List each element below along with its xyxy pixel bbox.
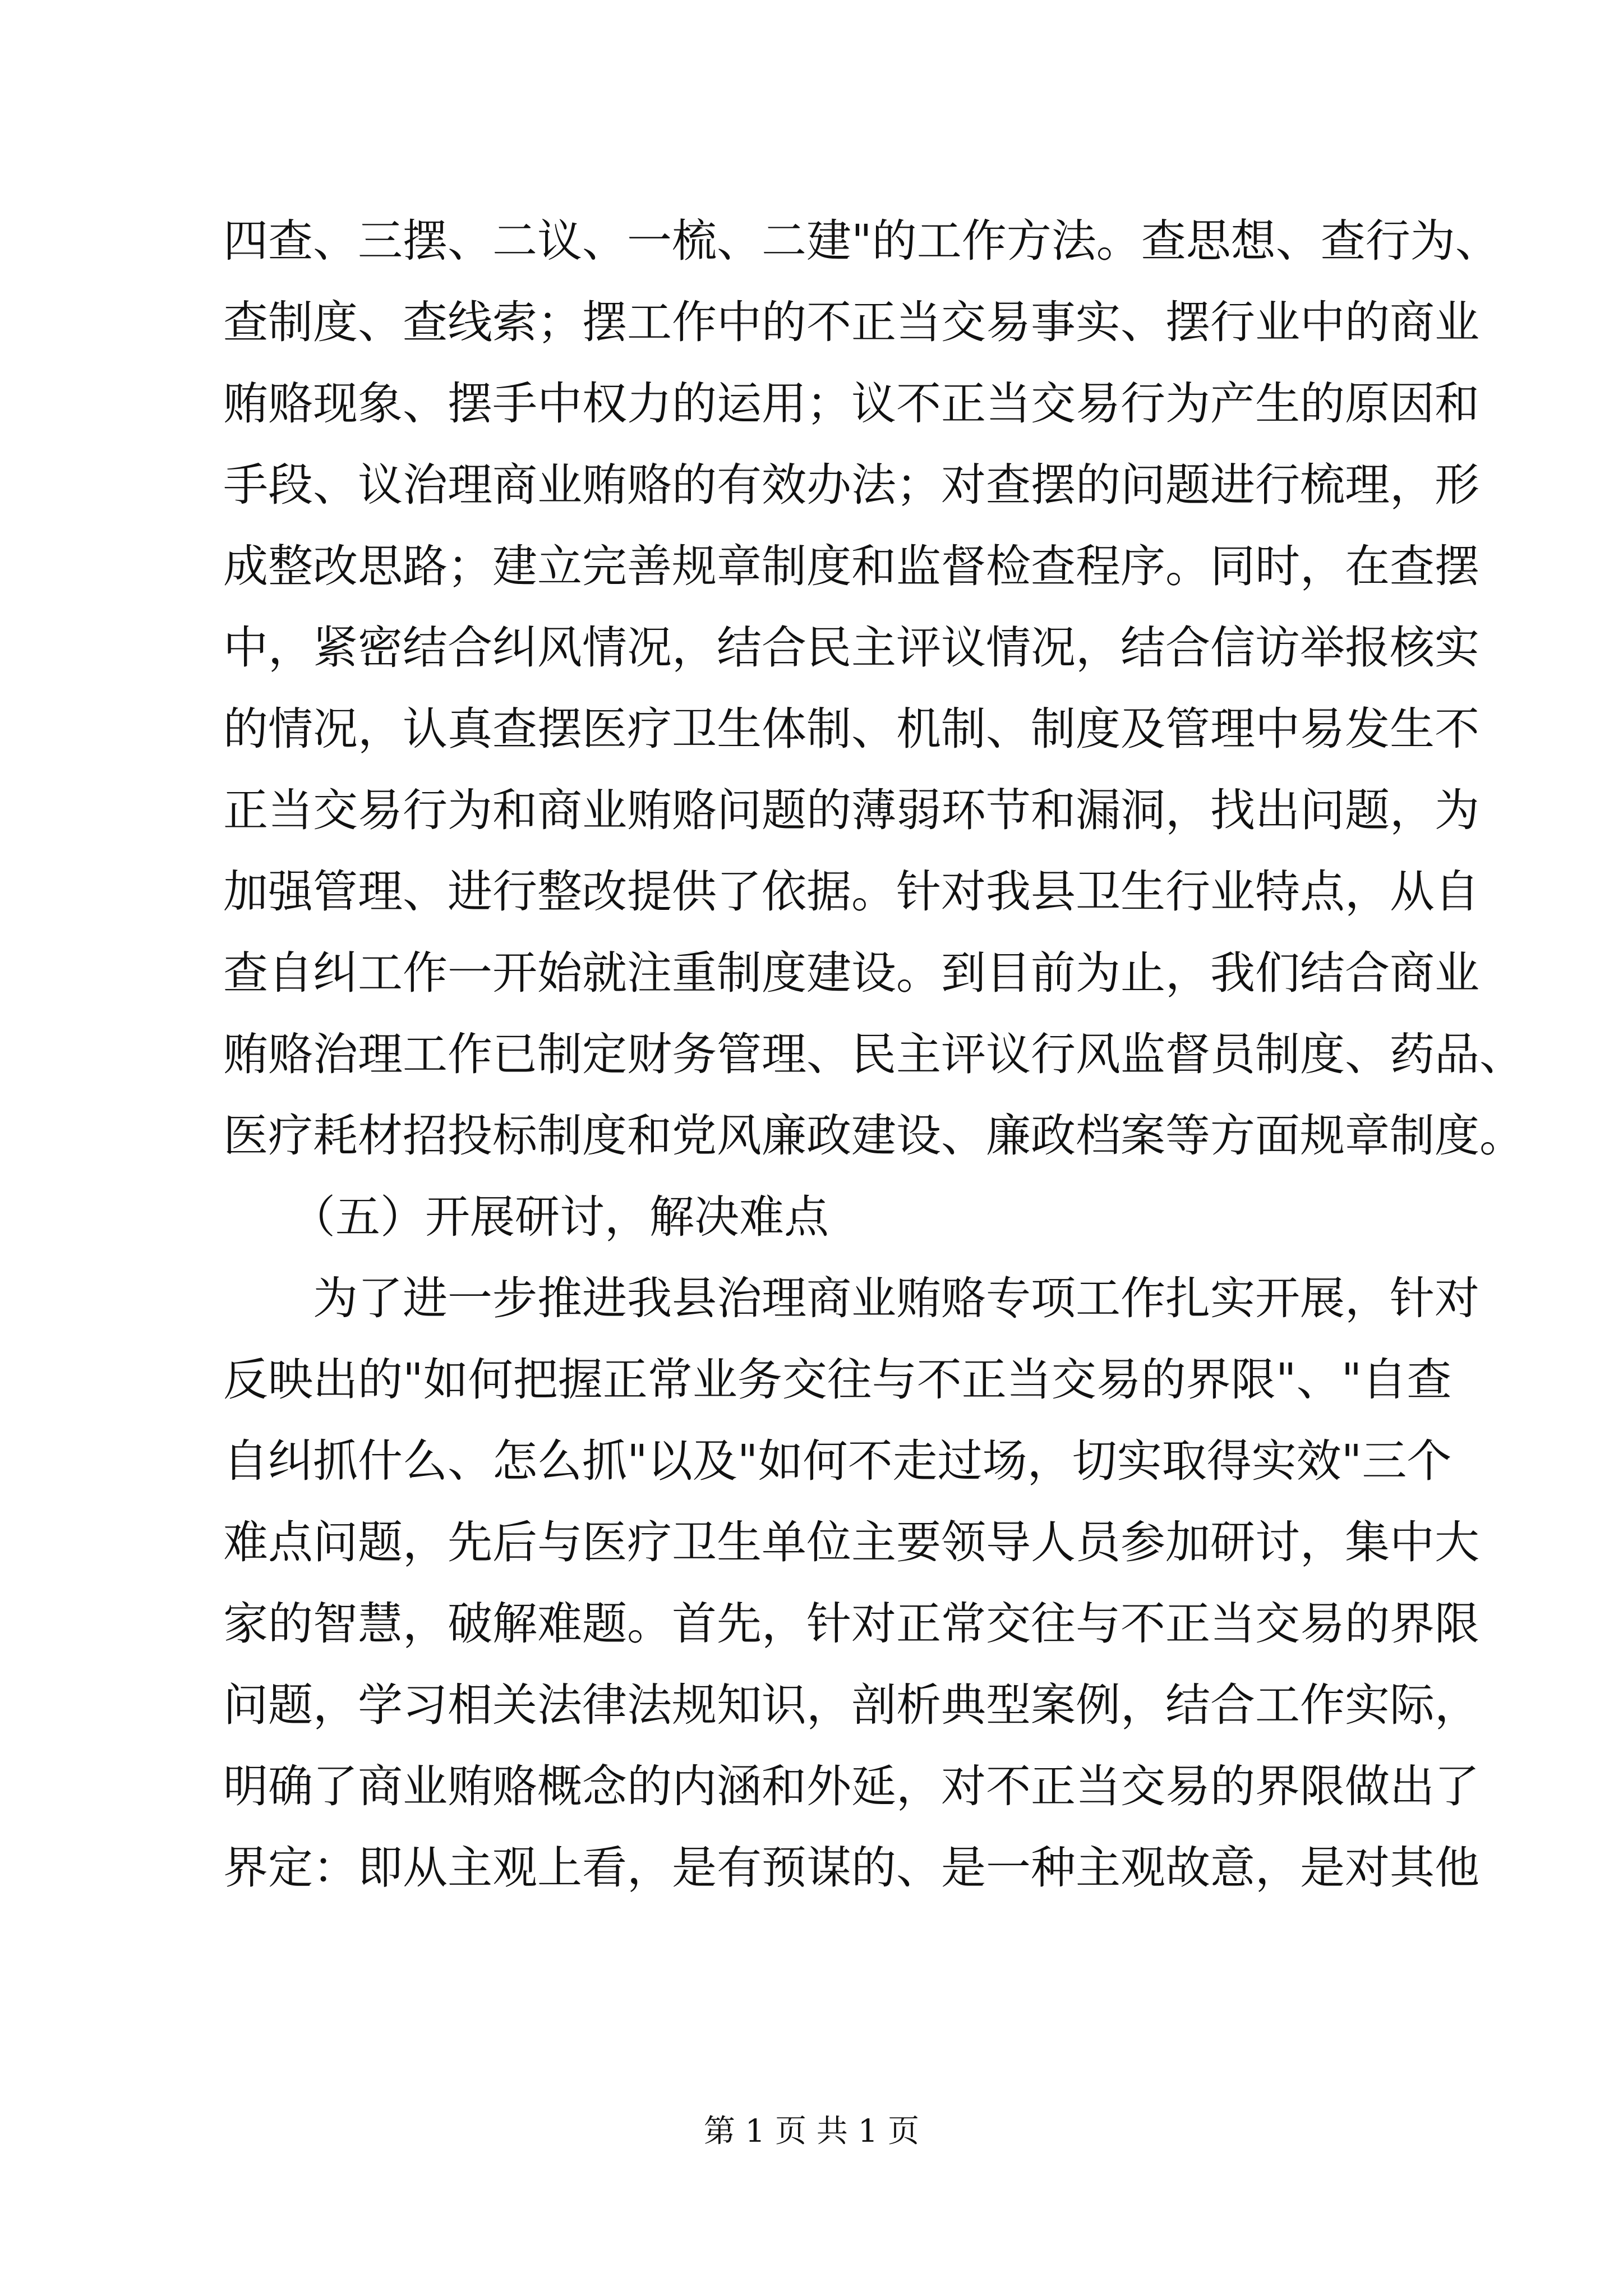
section-heading: （五）开展研讨，解决难点 — [223, 1191, 829, 1243]
body-text-line: 难点问题，先后与医疗卫生单位主要领导人员参加研讨，集中大 — [223, 1516, 1479, 1568]
body-text-line: 手段、议治理商业贿赂的有效办法；对查摆的问题进行梳理，形 — [223, 459, 1479, 511]
body-text-line: 自纠抓什么、怎么抓"以及"如何不走过场，切实取得实效"三个 — [223, 1435, 1452, 1487]
body-text-line: 家的智慧，破解难题。首先，针对正常交往与不正当交易的界限 — [223, 1598, 1479, 1650]
body-text-line: 查制度、查线索；摆工作中的不正当交易事实、摆行业中的商业 — [223, 296, 1479, 348]
body-text-line: 加强管理、进行整改提供了依据。针对我县卫生行业特点，从自 — [223, 866, 1479, 918]
body-text-line: 查自纠工作一开始就注重制度建设。到目前为止，我们结合商业 — [223, 947, 1479, 999]
body-text-line: 反映出的"如何把握正常业务交往与不正当交易的界限"、"自查 — [223, 1354, 1452, 1406]
page-footer: 第 1 页 共 1 页 — [703, 2113, 920, 2150]
body-text-line: 医疗耗材招投标制度和党风廉政建设、廉政档案等方面规章制度。 — [223, 1110, 1524, 1162]
body-text-line: 中，紧密结合纠风情况，结合民主评议情况，结合信访举报核实 — [223, 622, 1479, 674]
body-text-line: 问题，学习相关法律法规知识，剖析典型案例，结合工作实际， — [223, 1679, 1479, 1731]
body-text-line: 成整改思路；建立完善规章制度和监督检查程序。同时，在查摆 — [223, 540, 1479, 592]
body-text-line: 界定：即从主观上看，是有预谋的、是一种主观故意，是对其他 — [223, 1842, 1479, 1894]
body-text-line: 明确了商业贿赂概念的内涵和外延，对不正当交易的界限做出了 — [223, 1760, 1479, 1812]
body-text-line: 贿赂治理工作已制定财务管理、民主评议行风监督员制度、药品、 — [223, 1028, 1524, 1080]
body-text-line: 的情况，认真查摆医疗卫生体制、机制、制度及管理中易发生不 — [223, 703, 1479, 755]
body-text-line: 为了进一步推进我县治理商业贿赂专项工作扎实开展，针对 — [223, 1272, 1479, 1324]
body-text-line: 贿赂现象、摆手中权力的运用；议不正当交易行为产生的原因和 — [223, 378, 1479, 430]
body-text-line: 四查、三摆、二议、一梳、二建"的工作方法。查思想、查行为、 — [223, 215, 1500, 267]
body-text-line: 正当交易行为和商业贿赂问题的薄弱环节和漏洞，找出问题，为 — [223, 784, 1479, 836]
